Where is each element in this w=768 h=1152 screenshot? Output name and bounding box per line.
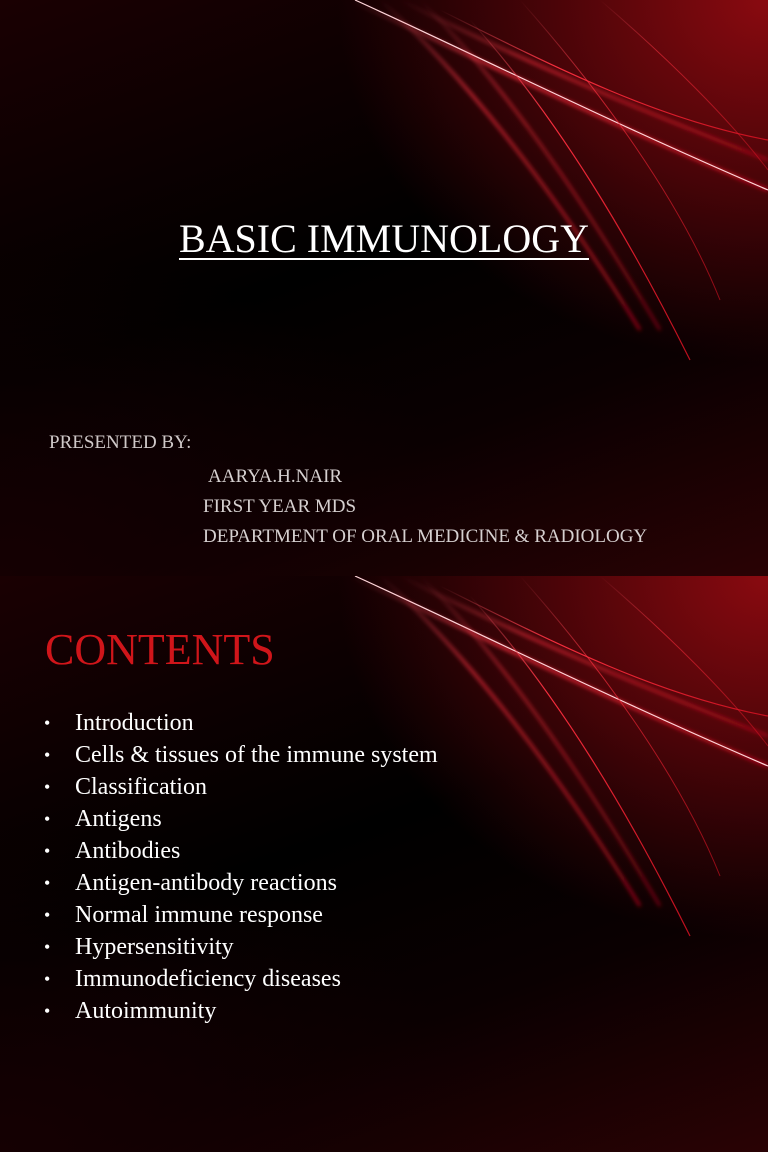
contents-heading: CONTENTS [45,625,275,674]
list-item-label: Immunodeficiency diseases [75,966,341,992]
list-item-label: Antigen-antibody reactions [75,870,337,896]
bullet-icon: • [44,873,51,893]
list-item [44,931,438,963]
presenter-name: AARYA.H.NAIR [208,466,343,487]
list-item-label: Introduction [75,710,194,736]
bullet-icon: • [44,841,51,861]
list-item-label: Normal immune response [75,902,323,928]
list-item-label: Classification [75,774,207,800]
list-item [44,867,438,899]
list-item [44,995,438,1027]
bullet-icon: • [44,937,51,957]
list-item-label: Hypersensitivity [75,934,234,960]
list-item [44,771,438,803]
presentation-title: BASIC IMMUNOLOGY [178,216,590,261]
bullet-icon: • [44,713,51,733]
contents-slide [0,576,768,1152]
bullet-icon: • [44,905,51,925]
presenter-details [203,462,647,552]
list-item [44,803,438,835]
list-item [44,899,438,931]
list-item-label: Autoimmunity [75,998,217,1024]
presented-by-label: PRESENTED BY: [49,432,192,453]
contents-list [44,707,438,1027]
bullet-icon: • [44,745,51,765]
bullet-icon: • [44,777,51,797]
list-item [44,835,438,867]
list-item [44,739,438,771]
bullet-icon: • [44,809,51,829]
presenter-year: FIRST YEAR MDS [203,496,357,517]
bullet-icon: • [44,1001,51,1021]
list-item-label: Antigens [75,806,162,832]
list-item [44,963,438,995]
list-item-label: Cells & tissues of the immune system [75,742,438,768]
list-item [44,707,438,739]
bullet-icon: • [44,969,51,989]
presenter-department: DEPARTMENT OF ORAL MEDICINE & RADIOLOGY [203,526,648,547]
list-item-label: Antibodies [75,838,181,864]
